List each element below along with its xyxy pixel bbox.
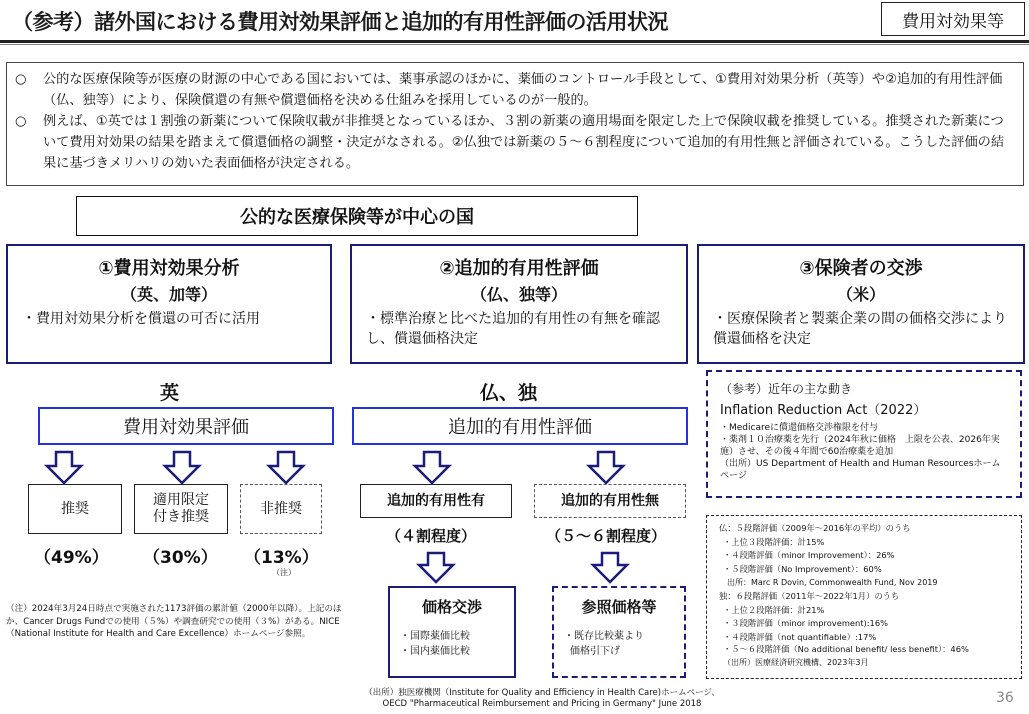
page-number: 36: [996, 690, 1014, 706]
category-heading: ②追加的有用性評価: [439, 258, 599, 279]
outcome-not-recommended: 非推奨: [240, 484, 322, 534]
summary-item: [15, 111, 1015, 174]
stats-line: ・３段階評価（minor improvement):16%: [723, 618, 888, 629]
title-rule-thin: [0, 44, 1029, 45]
pct-not-recommended: （13%）: [244, 548, 319, 568]
summary-text: 例えば、①英では１割強の新薬について保険収載が非推奨となっているほか、３割の新薬の適用場面を限定した上で保険収載を推奨している。推奨された新薬について費用対効果の結果を踏まえて償還価格の調整・決定がなされる。②仏独では新薬の５～６割程度について追加的有用性無と評価されている。こうした評価の結果に基づきメリハリの効いた表面価格が決定される。: [43, 114, 1005, 171]
outcome-recommended: 推奨: [28, 484, 122, 534]
down-arrow-icon: [416, 551, 456, 585]
us-reference-box: [706, 370, 1022, 498]
stats-line: ・４段階評価（minor Improvement）：26%: [723, 550, 895, 561]
source-line: OECD "Pharmaceutical Reimbursement and Pricing in Germany" June 2018: [382, 699, 702, 709]
pct-added-no: （５～６割程度）: [546, 527, 667, 545]
result-title: 参照価格等: [581, 598, 657, 616]
page-title: （参考）諸外国における費用対効果評価と追加的有用性評価の活用状況: [12, 10, 668, 34]
footnote-mark: （注）: [272, 568, 296, 577]
result-item: ・国際薬価比較: [400, 631, 470, 642]
outcome-limited-recommended: 適用限定付き推奨: [134, 484, 228, 534]
category-desc: ・費用対効果分析を償還の可否に活用: [22, 311, 260, 327]
summary-item: [15, 69, 1015, 111]
stats-line: （出所）医療経済研究機構、2023年3月: [723, 657, 869, 667]
us-box-title: （参考）近年の主な動き: [720, 382, 853, 396]
source-line: （出所）独医療機関（Institute for Quality and Efficiency in Health Care)ホームページ、: [364, 688, 720, 698]
uk-eval-box: 費用対効果評価: [38, 407, 334, 445]
stats-line: ・上位２段階評価：計21%: [723, 604, 825, 615]
us-box-item: ・薬剤１０治療薬を先行（2024年秋に価格 上限を公表、2026年実施）させ、その後４年間で60治療薬を追加: [720, 435, 1000, 457]
category-tag: 費用対効果等: [881, 2, 1025, 36]
title-rule: [0, 40, 1029, 43]
pct-limited: （30%）: [143, 548, 218, 568]
result-item: 価格引下げ: [570, 646, 620, 657]
us-box-act: Inflation Reduction Act（2022）: [720, 403, 927, 418]
summary-text: 公的な医療保険等が医療の財源の中心である国においては、薬事承認のほかに、薬価のコントロール手段として、①費用対効果分析（英等）や②追加的有用性評価（仏、独等）により、保険償還の有無や償還価格を決める仕組みを採用しているのが一般的。: [43, 72, 1003, 108]
category-heading: ①費用対効果分析: [98, 258, 240, 279]
stats-line: ・５～６段階評価（No additional benefit/ less benefit）：46%: [723, 644, 969, 655]
stats-line: 独：６段階評価（2011年～2022年1月）のうち: [719, 590, 900, 601]
category-sub: （米）: [836, 285, 885, 304]
result-title: 価格交渉: [421, 598, 482, 616]
stats-line: 仏：５段階評価（2009年～2016年の平均）のうち: [719, 523, 911, 533]
price-negotiation-box: [388, 586, 516, 678]
section-header: 公的な医療保険等が中心の国: [76, 196, 638, 236]
down-arrow-icon: [162, 450, 202, 486]
fr-de-source: [312, 688, 772, 710]
added-benefit-yes: 追加的有用性有: [360, 484, 512, 518]
result-item: ・国内薬価比較: [400, 646, 470, 657]
category-sub: （仏、独等）: [470, 285, 567, 304]
category-card-insurer-negotiation: [697, 244, 1025, 364]
category-card-added-benefit: [350, 244, 688, 364]
stats-line: ・上位３段階評価：計15%: [723, 536, 825, 547]
category-card-cost-effectiveness: [6, 244, 332, 364]
stats-box: [706, 515, 1022, 679]
stats-line: ・５段階評価（No Improvement）：60%: [723, 563, 882, 574]
fr-de-eval-box: 追加的有用性評価: [352, 407, 688, 445]
stats-line: 出所：Marc R Dovin, Commonwealth Fund, Nov 2019: [727, 578, 938, 588]
uk-footnote: （注）2024年3月24日時点で実施された1173評価の累計値（2000年以降）。上記のほか、Cancer Drugs Fundでの使用（５%）や調査研究での使用（３%）がある。NICE（National Institute for Health and Care Excellence）ホームページ参照。: [6, 604, 342, 639]
category-desc: ・医療保険者と製薬企業の間の価格交渉により償還価格を決定: [713, 311, 1007, 347]
bullet-circle-icon: ○: [15, 114, 27, 129]
pct-added-yes: （４割程度）: [386, 527, 477, 545]
result-item: ・既存比較薬より: [564, 631, 644, 642]
down-arrow-icon: [266, 450, 306, 486]
country-label-fr-de: 仏、独: [480, 382, 538, 404]
category-sub: （英、加等）: [120, 285, 217, 304]
down-arrow-icon: [586, 450, 626, 486]
category-heading: ③保険者の交渉: [799, 258, 923, 279]
us-box-item: ・Medicareに償還価格交渉権限を付与: [720, 423, 879, 433]
down-arrow-icon: [44, 450, 84, 486]
down-arrow-icon: [412, 450, 452, 486]
down-arrow-icon: [590, 551, 630, 585]
bullet-circle-icon: ○: [15, 72, 27, 87]
added-benefit-no: 追加的有用性無: [534, 484, 686, 518]
summary-box: [6, 62, 1024, 186]
reference-price-box: [552, 586, 686, 678]
stats-line: ・４段階評価（not quantifiable）:17%: [723, 631, 877, 642]
category-desc: ・標準治療と比べた追加的有用性の有無を確認し、償還価格決定: [366, 311, 660, 347]
pct-recommended: （49%）: [34, 548, 109, 568]
country-label-uk: 英: [160, 382, 180, 404]
us-box-source: （出所）US Department of Health and Human Resourcesホームページ: [720, 459, 1001, 481]
